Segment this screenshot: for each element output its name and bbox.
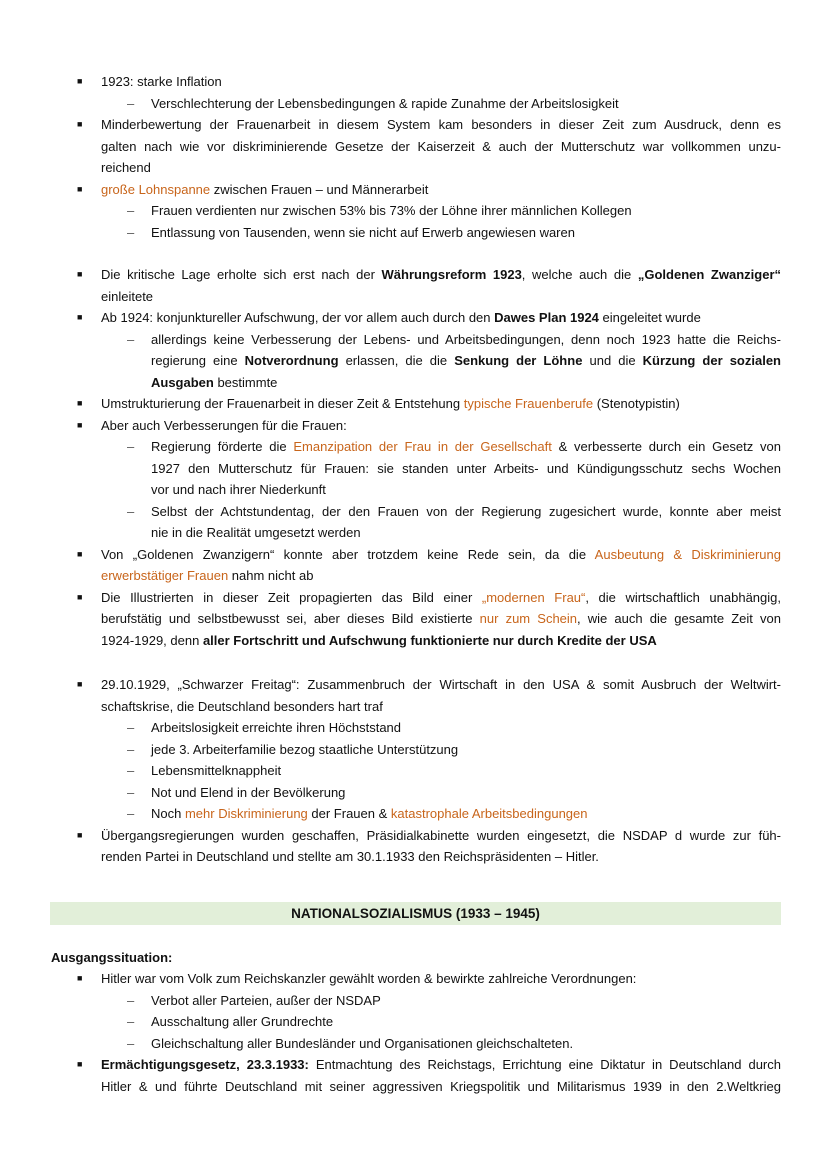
text: & verbesserte durch ein Gesetz von: [551, 439, 781, 454]
dash-bullet-icon: –: [127, 741, 135, 757]
bullet-line: [77, 71, 781, 93]
text: einleitete: [101, 288, 154, 304]
text: Verschlechterung der Lebensbedingungen & rapide Zunahme der Arbeitslosigkeit: [151, 95, 619, 111]
text: 1923: starke Inflation: [101, 74, 222, 89]
dash-bullet-icon: –: [127, 439, 135, 454]
sub-bullet-line: [127, 93, 781, 115]
text: regierung eine: [151, 353, 245, 368]
highlighted-text: nur zum Schein: [479, 611, 578, 626]
bullet-line: [77, 307, 781, 329]
bold-text: „Goldenen Zwanziger“: [637, 267, 782, 282]
section-2: [0, 264, 828, 651]
highlighted-text: „modernen Frau“: [481, 589, 586, 605]
text: Aber auch Verbesserungen für die Frauen:: [101, 417, 347, 433]
text: Übergangsregierungen wurden geschaffen, Präsidialkabinette wurden eingesetzt, die NSDAP d wurde zur füh-: [101, 827, 781, 843]
sub-bullet-line: [127, 739, 781, 761]
bold-text: Notverordnung: [244, 353, 339, 368]
text: 1927 den Mutterschutz für Frauen: sie standen unter Arbeits- und Kündigungsschutz sechs Wochen: [151, 460, 781, 476]
sub-bullet-line: [127, 436, 781, 458]
text: Not und Elend in der Bevölkerung: [151, 784, 346, 800]
bullet-line: [77, 968, 781, 990]
square-bullet-icon: ■: [77, 398, 83, 408]
text: Minderbewertung der Frauenarbeit in diesem System kam besonders in dieser Zeit zum Ausdruck, denn es: [101, 117, 781, 132]
sub-bullet-line: [127, 329, 781, 351]
text: berufstätig und selbstbewusst sei, aber dieses Bild existierte: [101, 611, 480, 626]
bullet-line: [77, 415, 781, 437]
highlighted-text: erwerbstätiger Frauen: [101, 568, 229, 583]
sub-bullet-line: [127, 501, 781, 523]
text: Regierung förderte die: [151, 439, 294, 454]
bullet-line: [77, 179, 781, 201]
dash-bullet-icon: –: [127, 1035, 135, 1051]
text: schaftskrise, die Deutschland besonders hart traf: [101, 698, 383, 714]
dash-bullet-icon: –: [127, 992, 135, 1008]
text: der Frauen &: [307, 806, 391, 821]
text: Hitler war vom Volk zum Reichskanzler gewählt worden & bewirkte zahlreiche Verordnungen:: [101, 971, 637, 986]
sub-bullet-line: [151, 479, 781, 501]
text: eingeleitet wurde: [598, 310, 701, 325]
sub-bullet-line: [127, 717, 781, 739]
sub-bullet-line: [127, 760, 781, 782]
highlighted-text: Ausbeutung & Diskriminierung: [594, 546, 781, 562]
text: 29.10.1929, „Schwarzer Freitag“: Zusammenbruch der Wirtschaft in den USA & somit Ausbruch der Weltwirt-: [101, 677, 781, 692]
square-bullet-icon: ■: [77, 829, 83, 840]
text: Ausschaltung aller Grundrechte: [151, 1014, 334, 1029]
section-4: [0, 902, 828, 1098]
bullet-line: [77, 825, 781, 847]
text: erlassen, die die: [338, 353, 455, 368]
text: Lebensmittelknappheit: [151, 763, 282, 778]
bullet-line: [77, 264, 782, 286]
highlighted-text: katastrophale Arbeitsbedingungen: [390, 806, 588, 821]
text: zwischen Frauen – und Männerarbeit: [210, 181, 429, 197]
highlighted-text: große Lohnspanne: [101, 181, 211, 197]
bold-text: Ausgangssituation:: [51, 949, 173, 965]
bullet-line: [101, 565, 781, 587]
text: Verbot aller Parteien, außer der NSDAP: [151, 992, 381, 1008]
sub-bullet-line: [127, 990, 781, 1012]
dash-bullet-icon: –: [127, 503, 135, 519]
text: reichend: [101, 160, 151, 175]
highlighted-text: typische Frauenberufe: [463, 396, 594, 411]
square-bullet-icon: ■: [77, 973, 83, 983]
dash-bullet-icon: –: [127, 784, 135, 800]
text: nahm nicht ab: [228, 568, 314, 583]
text: Noch: [151, 806, 185, 821]
bold-text: Dawes Plan 1924: [494, 310, 599, 325]
bullet-line: [101, 1076, 781, 1098]
bullet-line: [77, 587, 781, 609]
dash-bullet-icon: –: [127, 806, 135, 821]
text: bestimmte: [213, 374, 278, 390]
text: galten nach wie vor diskriminierende Gesetze der Kaiserzeit & auch der Mutterschutz war vollkommen unzu-: [101, 138, 781, 154]
square-bullet-icon: ■: [77, 183, 83, 194]
square-bullet-icon: ■: [77, 1059, 83, 1069]
text: allerdings keine Verbesserung der Lebens- und Arbeitsbedingungen, denn noch 1923 hatte die Reichs-: [151, 331, 781, 347]
dash-bullet-icon: –: [127, 224, 135, 240]
sub-bullet-line: [127, 222, 781, 244]
square-bullet-icon: ■: [77, 419, 83, 430]
text: jede 3. Arbeiterfamilie bezog staatliche Unterstützung: [151, 741, 459, 757]
sub-bullet-line: [151, 522, 781, 544]
dash-bullet-icon: –: [127, 203, 135, 218]
text: nie in die Realität umgesetzt werden: [151, 525, 361, 540]
dash-bullet-icon: –: [127, 720, 135, 735]
square-bullet-icon: ■: [77, 679, 83, 689]
bold-text: aller Fortschritt und Aufschwung funktionierte nur durch Kredite der USA: [202, 632, 657, 648]
text: , wie auch die gesamte Zeit von: [577, 611, 781, 626]
text: , welche auch die: [521, 267, 638, 282]
text: Arbeitslosigkeit erreichte ihren Höchststand: [151, 720, 402, 735]
document-page: [0, 71, 828, 1097]
sub-bullet-line: [127, 200, 781, 222]
sub-bullet-line: [151, 372, 781, 394]
bold-text: Ermächtigungsgesetz, 23.3.1933:: [101, 1057, 309, 1072]
bullet-line: [77, 114, 781, 136]
section-1: [0, 71, 828, 243]
bullet-line: [77, 1054, 781, 1076]
square-bullet-icon: ■: [77, 76, 83, 86]
highlighted-text: mehr Diskriminierung: [184, 806, 308, 821]
dash-bullet-icon: –: [127, 95, 135, 111]
bullet-line: [101, 696, 781, 718]
square-bullet-icon: ■: [77, 591, 83, 602]
sub-bullet-line: [151, 458, 781, 480]
text: 1924-1929, denn: [101, 632, 203, 648]
bold-text: Währungsreform 1923: [381, 267, 522, 282]
sub-bullet-line: [151, 350, 781, 372]
text: Die kritische Lage erholte sich erst nach der: [101, 267, 382, 282]
dash-bullet-icon: –: [127, 763, 135, 778]
bullet-line: [101, 608, 781, 630]
bold-text: Kürzung der sozialen: [642, 353, 781, 368]
bold-text: Ausgaben: [151, 374, 214, 390]
dash-bullet-icon: –: [127, 1014, 135, 1029]
square-bullet-icon: ■: [77, 119, 83, 129]
bullet-line: [77, 393, 781, 415]
text: Hitler & und führte Deutschland mit seiner aggressiven Kriegspolitik und Militarismus 1939 in den 2.Weltkrieg: [101, 1078, 781, 1094]
text: Frauen verdienten nur zwischen 53% bis 73% der Löhne ihrer männlichen Kollegen: [151, 203, 632, 218]
text: und die: [582, 353, 643, 368]
text: , die wirtschaftlich unabhängig,: [585, 589, 781, 605]
bullet-line: [101, 846, 781, 868]
bullet-line: [77, 544, 781, 566]
sub-bullet-line: [127, 1033, 781, 1055]
text: Entmachtung des Reichstags, Errichtung eine Diktatur in Deutschland durch: [308, 1057, 781, 1072]
text: (Stenotypistin): [593, 396, 680, 411]
text: Von „Goldenen Zwanzigern“ konnte aber trotzdem keine Rede sein, da die: [101, 546, 595, 562]
text: Gleichschaltung aller Bundesländer und Organisationen gleichschalteten.: [151, 1035, 574, 1051]
text: Umstrukturierung der Frauenarbeit in dieser Zeit & Entstehung: [101, 396, 464, 411]
bullet-line: [101, 630, 781, 652]
text: Selbst der Achtstundentag, der den Frauen von der Regierung zugesichert wurde, konnte aber meist: [151, 503, 781, 519]
sub-bullet-line: [127, 803, 781, 825]
text: vor und nach ihrer Niederkunft: [151, 482, 326, 497]
text: Entlassung von Tausenden, wenn sie nicht auf Erwerb angewiesen waren: [151, 224, 575, 240]
text: renden Partei in Deutschland und stellte am 30.1.1933 den Reichspräsidenten – Hitler.: [101, 849, 599, 864]
bullet-line: [101, 286, 781, 308]
bullet-line: [77, 674, 781, 696]
sub-bullet-line: [127, 782, 781, 804]
dash-bullet-icon: –: [127, 331, 135, 347]
square-bullet-icon: ■: [77, 548, 83, 559]
subheading: [51, 947, 781, 969]
square-bullet-icon: ■: [77, 269, 83, 279]
bullet-line: [101, 157, 781, 179]
highlighted-text: Emanzipation der Frau in der Gesellschaft: [293, 439, 552, 454]
square-bullet-icon: ■: [77, 312, 83, 322]
text: Ab 1924: konjunktureller Aufschwung, der vor allem auch durch den: [101, 310, 495, 325]
section-heading: NATIONALSOZIALISMUS (1933 – 1945): [50, 902, 781, 925]
sub-bullet-line: [127, 1011, 781, 1033]
text: Die Illustrierten in dieser Zeit propagierten das Bild einer: [101, 589, 482, 605]
section-3: [0, 674, 828, 868]
bold-text: Senkung der Löhne: [454, 353, 583, 368]
bullet-line: [101, 136, 781, 158]
